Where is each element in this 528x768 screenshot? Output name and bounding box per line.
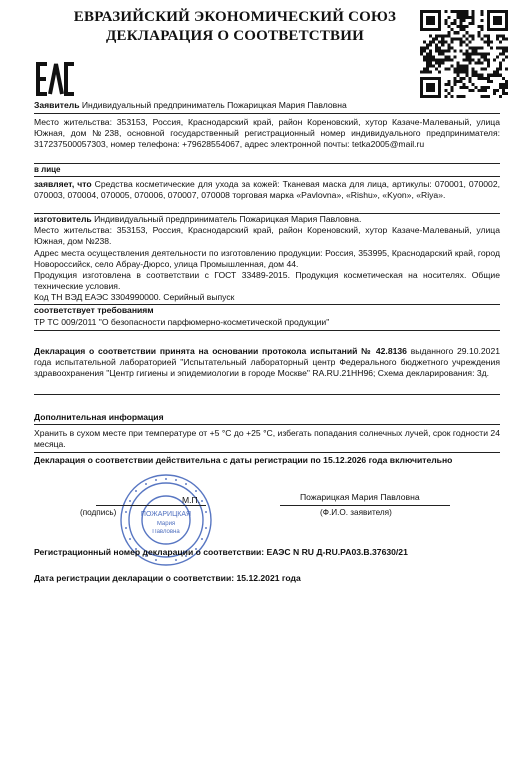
signature-caption: (подпись) (80, 508, 117, 517)
basis-label: Декларация о соответствии принята на основании протокола испытаний № 42.8136 (34, 346, 407, 356)
stamp-line1: ПОЖАРИЦКАЯ (140, 511, 192, 518)
in-person-label: в лице (34, 165, 61, 174)
applicant-address: Место жительства: 353153, Россия, Краснодарский край, район Кореновский, хутор Казаче-Малеваный, улица Южная, дом №238, основной государственный регистрационный номер индивидуального предпринимателя: 317237500057303, номер телефона: +79628554067, адрес электронной почты: tetka2005@mail.ru (34, 117, 500, 150)
code-text: Код ТН ВЭД ЕАЭС 3304990000. Серийный выпуск (34, 292, 235, 302)
manufacturer-label: изготовитель (34, 214, 92, 224)
production-address: Адрес места осуществления деятельности по изготовлению продукции: Россия, 353995, Краснодарский край, город Новороссийск, село Абрау-Дюрсо, улица Промышленная, дом 44. (34, 248, 500, 270)
stamp-line3: Павловна (152, 529, 180, 535)
header-title: ДЕКЛАРАЦИЯ О СООТВЕТСТВИИ (106, 28, 364, 44)
divider (34, 113, 500, 114)
mp-label: М.П. (182, 495, 201, 505)
manufacturer-value: Индивидуальный предприниматель Пожарицкая Мария Павловна. (94, 214, 362, 224)
basis-value: выданного 29.10.2021 года испытательной лабораторией "Испытательный лабораторный центр Федерального бюджетного учреждения здравоохранения "Центр гигиены и эпидемиологии в городе Москве" RA.RU.21НН96; Схема декларирования: 3д. (34, 346, 501, 379)
header-union: ЕВРАЗИЙСКИЙ ЭКОНОМИЧЕСКИЙ СОЮЗ (73, 9, 397, 25)
divider (34, 424, 500, 425)
applicant-line (34, 100, 500, 111)
declares-label: заявляет, что (34, 179, 92, 189)
requirements-value: ТР ТС 009/2011 "О безопасности парфюмерно-косметической продукции" (34, 317, 330, 327)
document-header (60, 8, 410, 46)
divider (34, 452, 500, 453)
basis-block (34, 346, 500, 380)
signer-name: Пожарицкая Мария Павловна (300, 492, 420, 502)
additional-label: Дополнительная информация (34, 412, 164, 422)
declares-block (34, 179, 500, 201)
validity-text: Декларация о соответствии действительна с даты регистрации по 15.12.2026 года включительно (34, 455, 453, 465)
declares-value: Средства косметические для ухода за кожей: Тканевая маска для лица, артикулы: 070001, 070002, 070003, 070004, 070005, 070006, 070007, 070008 торговая марка «Pavlovna», «Rishu», «Kyon», «Riya». (34, 179, 500, 201)
name-caption: (Ф.И.О. заявителя) (320, 508, 392, 517)
applicant-value: Индивидуальный предприниматель Пожарицкая Мария Павловна (81, 100, 347, 110)
qr-code-icon (420, 10, 508, 98)
registration-date: Дата регистрации декларации о соответствии: 15.12.2021 года (34, 573, 301, 583)
divider (34, 330, 500, 331)
divider (34, 176, 500, 177)
stamp-line2: Мария (156, 521, 176, 527)
divider (34, 394, 500, 395)
manufacturer-block (34, 214, 500, 225)
registration-number: Регистрационный номер декларации о соответствии: ЕАЭС N RU Д-RU.PA03.B.37630/21 (34, 547, 408, 557)
applicant-label: Заявитель (34, 100, 80, 110)
additional-value: Хранить в сухом месте при температуре от +5 °С до +25 °С, избегать попадания солнечных лучей, срок годности 24 месяца. (34, 428, 500, 450)
name-line (280, 505, 450, 506)
manufacturer-address: Место жительства: 353153, Россия, Краснодарский край, район Кореновский, хутор Казаче-Малеваный, улица Южная, дом №238. (34, 225, 500, 247)
eac-mark-icon (36, 62, 76, 96)
signature-line (96, 505, 206, 506)
standard-text: Продукция изготовлена в соответствии с ГОСТ 33489-2015. Продукция косметическая на носителях. Общие технические условия. (34, 270, 500, 292)
requirements-label: соответствует требованиям (34, 305, 154, 315)
